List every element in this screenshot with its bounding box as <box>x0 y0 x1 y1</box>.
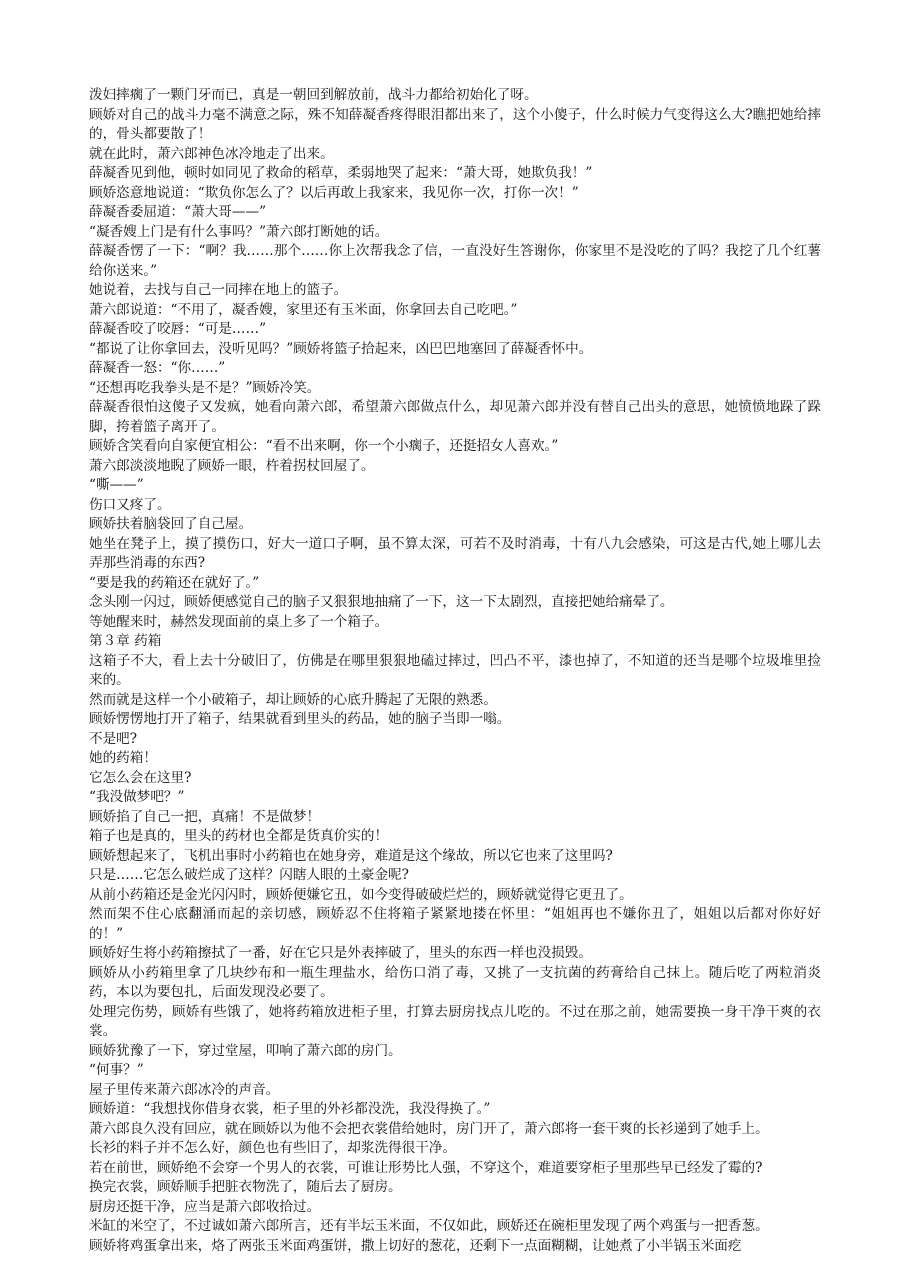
document-page <box>89 86 821 1256</box>
paragraph: 念头刚一闪过，顾娇便感觉自己的脑子又狠狠地抽痛了一下，这一下太剧烈，直接把她给痛晕了。 <box>89 594 674 610</box>
paragraph: “还想再吃我拳头是不是？”顾娇冷笑。 <box>89 379 321 396</box>
paragraph: 顾娇想起来了，飞机出事时小药箱也在她身旁，难道是这个缘故，所以它也来了这里吗? <box>89 847 613 864</box>
paragraph: 薛凝香委屈道：“萧大哥——” <box>89 204 267 220</box>
paragraph: “凝香嫂上门是有什么事吗？”萧六郎打断她的话。 <box>89 223 389 240</box>
paragraph: 薛凝香很怕这傻子又发疯，她看向萧六郎，希望萧六郎做点什么，却见萧六郎并没有替自己出头的意思，她愤愤地跺了跺脚，挎着篮子离开了。 <box>89 399 821 435</box>
paragraph: 厨房还挺干净，应当是萧六郎收拾过。 <box>89 1198 321 1215</box>
paragraph: “我没做梦吧？” <box>89 789 185 805</box>
chapter-heading: 第３章 药箱 <box>89 633 162 649</box>
paragraph: 换完衣裳，顾娇顺手把脏衣物洗了，随后去了厨房。 <box>89 1179 402 1195</box>
paragraph: 薛凝香一怒：“你……” <box>89 360 226 376</box>
paragraph: 处理完伤势，顾娇有些饿了，她将药箱放进柜子里，打算去厨房找点儿吃的。不过在那之前，她需要换一身干净干爽的衣裳。 <box>89 1003 821 1039</box>
paragraph: 萧六郎淡淡地睨了顾娇一眼，杵着拐杖回屋了。 <box>89 457 375 474</box>
paragraph: 她坐在凳子上，摸了摸伤口，好大一道口子啊，虽不算太深，可若不及时消毒，十有八九会感染，可这是古代,她上哪儿去弄那些消毒的东西? <box>89 535 821 571</box>
paragraph: 不是吧? <box>89 730 138 747</box>
paragraph: 顾娇将鸡蛋拿出来，烙了两张玉米面鸡蛋饼，撒上切好的葱花，还剩下一点面糊糊，让她煮了小半锅玉米面疙 <box>89 1237 742 1254</box>
paragraph: 萧六郎说道：“不用了，凝香嫂，家里还有玉米面，你拿回去自己吃吧。” <box>89 301 518 318</box>
paragraph: “都说了让你拿回去，没听见吗？”顾娇将篮子拾起来，凶巴巴地塞回了薛凝香怀中。 <box>89 340 593 357</box>
paragraph: 薛凝香见到他，顿时如同见了救命的稻草，柔弱地哭了起来：“萧大哥，她欺负我！” <box>89 165 593 181</box>
paragraph: 顾娇扶着脑袋回了自己屋。 <box>89 516 253 532</box>
paragraph: 顾娇对自己的战斗力毫不满意之际，殊不知薛凝香疼得眼泪都出来了，这个小傻子，什么时候力气变得这么大?瞧把她给摔的，骨头都要散了！ <box>89 106 821 142</box>
paragraph: 若在前世，顾娇绝不会穿一个男人的衣裳，可谁让形势比人强，不穿这个，难道要穿柜子里那些早已经发了霉的? <box>89 1159 763 1176</box>
paragraph: “要是我的药箱还在就好了。” <box>89 574 260 591</box>
paragraph: 只是……它怎么破烂成了这样？闪瞎人眼的土豪金呢? <box>89 867 409 883</box>
paragraph: 米缸的米空了，不过诚如萧六郎所言，还有半坛玉米面，不仅如此，顾娇还在碗柜里发现了两个鸡蛋与一把香葱。 <box>89 1218 769 1234</box>
paragraph: 长衫的料子并不怎么好，颜色也有些旧了，却浆洗得很干净。 <box>89 1140 457 1156</box>
paragraph: 然而架不住心底翻涌而起的亲切感，顾娇忍不住将箱子紧紧地搂在怀里：“姐姐再也不嫌你丑了，姐姐以后都对你好好的！” <box>89 906 821 942</box>
paragraph: 顾娇愣愣地打开了箱子，结果就看到里头的药品，她的脑子当即一嗡。 <box>89 711 511 727</box>
paragraph: 顾娇掐了自己一把，真痛！不是做梦！ <box>89 808 321 825</box>
paragraph: 顾娇从小药箱里拿了几块纱布和一瓶生理盐水，给伤口消了毒，又挑了一支抗菌的药膏给自己抹上。随后吃了两粒消炎药，本以为要包扎，后面发现没必要了。 <box>89 964 821 1000</box>
paragraph: 薛凝香愣了一下：“啊？我……那个……你上次帮我念了信，一直没好生答谢你，你家里不是没吃的了吗？我挖了几个红薯给你送来。” <box>89 243 821 279</box>
paragraph: 顾娇犹豫了一下，穿过堂屋，叩响了萧六郎的房门。 <box>89 1042 402 1059</box>
paragraph: 屋子里传来萧六郎冰冷的声音。 <box>89 1081 280 1098</box>
paragraph: 箱子也是真的，里头的药材也全都是货真价实的！ <box>89 828 389 844</box>
paragraph: 泼妇摔瘸了一颗门牙而已，真是一朝回到解放前，战斗力都给初始化了呀。 <box>89 87 538 103</box>
paragraph: 等她醒来时，赫然发现面前的桌上多了一个箱子。 <box>89 613 389 630</box>
paragraph: 伤口又疼了。 <box>89 496 171 513</box>
paragraph: 然而就是这样一个小破箱子，却让顾娇的心底升腾起了无限的熟悉。 <box>89 691 497 708</box>
paragraph: 这箱子不大，看上去十分破旧了，仿佛是在哪里狠狠地磕过摔过，凹凸不平，漆也掉了，不知道的还当是哪个垃圾堆里捡来的。 <box>89 652 821 688</box>
paragraph: 从前小药箱还是金光闪闪时，顾娇便嫌它丑，如今变得破破烂烂的，顾娇就觉得它更丑了。 <box>89 886 633 903</box>
paragraph: 她说着，去找与自己一同摔在地上的篮子。 <box>89 282 348 298</box>
paragraph: 顾娇恣意地说道：“欺负你怎么了？以后再敢上我家来，我见你一次，打你一次！” <box>89 184 579 201</box>
paragraph: 顾娇含笑看向自家便宜相公：“看不出来啊，你一个小瘸子，还挺招女人喜欢。” <box>89 438 559 454</box>
paragraph: 它怎么会在这里? <box>89 769 192 786</box>
paragraph: “嘶——” <box>89 477 144 493</box>
paragraph: 薛凝香咬了咬唇：“可是……” <box>89 321 267 337</box>
paragraph: 顾娇好生将小药箱擦拭了一番，好在它只是外表摔破了，里头的东西一样也没损毁。 <box>89 945 592 961</box>
paragraph: 萧六郎良久没有回应，就在顾娇以为他不会把衣裳借给她时，房门开了，萧六郎将一套干爽的长衫递到了她手上。 <box>89 1120 769 1137</box>
paragraph: “何事？” <box>89 1062 144 1078</box>
paragraph: 顾娇道：“我想找你借身衣裳，柜子里的外衫都没洗，我没得换了。” <box>89 1101 491 1117</box>
paragraph: 就在此时，萧六郎神色冰冷地走了出来。 <box>89 145 334 162</box>
paragraph: 她的药箱！ <box>89 750 157 766</box>
